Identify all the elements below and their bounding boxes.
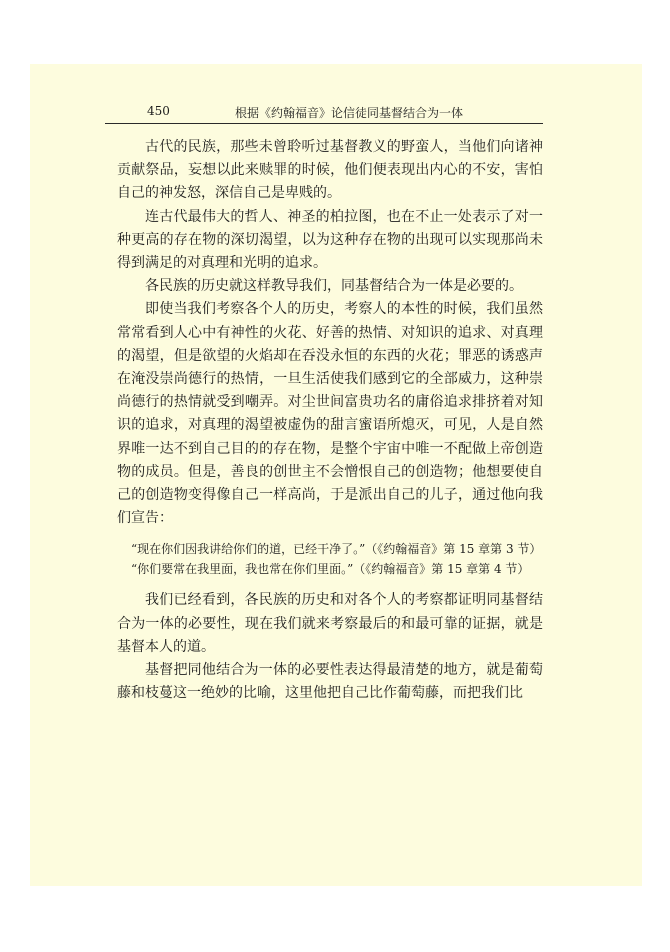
body-text — [117, 136, 543, 705]
paragraph: 古代的民族，那些未曾聆听过基督教义的野蛮人，当他们向诸神贡献祭品，妄想以此来赎罪的时候，他们便表现出内心的不安，害怕自己的神发怒，深信自己是卑贱的。 — [117, 139, 543, 202]
paragraph: 连古代最伟大的哲人、神圣的柏拉图，也在不止一处表示了对一种更高的存在物的深切渴望，以为这种存在物的出现可以实现那尚未得到满足的对真理和光明的追求。 — [117, 208, 543, 272]
paragraph: 基督把同他结合为一体的必要性表达得最清楚的地方，就是葡萄藤和枝蔓这一绝妙的比喻，这里他把自己比作葡萄藤，而把我们比 — [117, 662, 543, 702]
scripture-quotes — [131, 539, 543, 579]
paragraph: 即使当我们考察各个人的历史，考察人的本性的时候，我们虽然常常看到人心中有神性的火花、好善的热情、对知识的追求、对真理的渴望，但是欲望的火焰却在吞没永恒的东西的火花；罪恶的诱惑声在淹没崇尚德行的热情，一旦生活使我们感到它的全部威力，这种崇尚德行的热情就受到嘲弄。对尘世间富贵功名的庸俗追求排挤着对知识的追求，对真理的渴望被虚伪的甜言蜜语所熄灭，可见，人是自然界唯一达不到自己目的的存在物，是整个宇宙中唯一不配做上帝创造物的成员。但是，善良的创世主不会憎恨自己的创造物；他想要使自己的创造物变得像自己一样高尚，于是派出自己的儿子，通过他向我们宣告： — [117, 301, 543, 527]
page-header — [105, 101, 543, 124]
paragraph: 各民族的历史就这样教导我们，同基督结合为一体是必要的。 — [145, 278, 523, 295]
paragraph: 我们已经看到，各民族的历史和对各个人的考察都证明同基督结合为一体的必要性，现在我们就来考察最后的和最可靠的证据，就是基督本人的道。 — [117, 592, 543, 655]
page-number: 450 — [147, 104, 170, 118]
running-title: 根据《约翰福音》论信徒同基督结合为一体 — [235, 106, 464, 120]
quote-line: “现在你们因我讲给你们的道，已经干净了。”（《约翰福音》第 15 章第 3 节） — [131, 542, 542, 557]
quote-line: “你们要常在我里面，我也常在你们里面。”（《约翰福音》第 15 章第 4 节） — [131, 562, 530, 577]
